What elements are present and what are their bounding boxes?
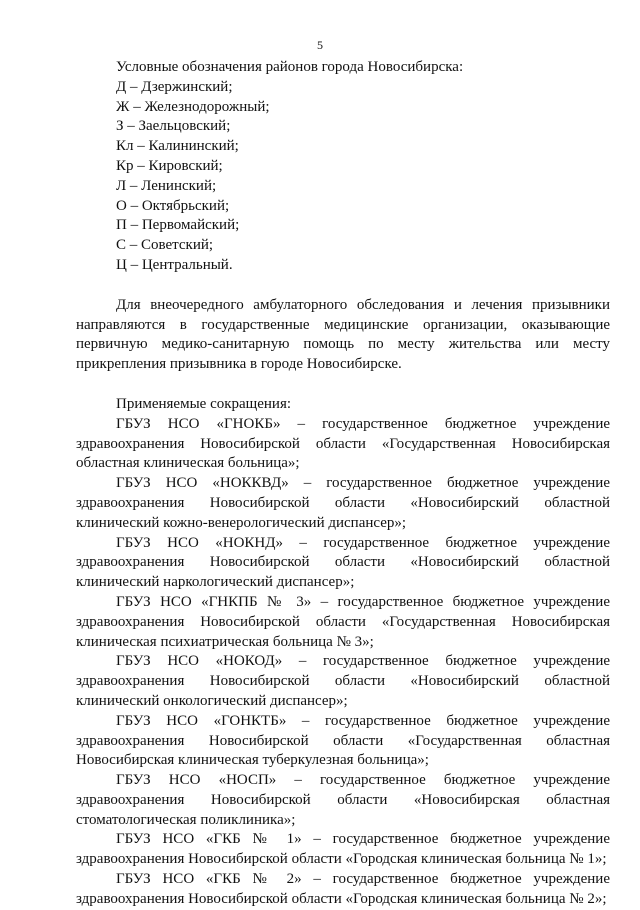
legend-item-dzerzhinsky: Д – Дзержинский; [116, 78, 233, 95]
abbreviation-item-nokkvd: ГБУЗ НСО «НОККВД» – государственное бюджетное учреждение здравоохранения Новосибирской области «Новосибирский областной клинический кожно-венерологический диспансер»; [76, 475, 610, 531]
abbreviation-item-gnokb: ГБУЗ НСО «ГНОКБ» – государственное бюджетное учреждение здравоохранения Новосибирской области «Государственная Новосибирская областная клиническая больница»; [76, 415, 610, 472]
legend-item-zaeltsovsky: З – Заельцовский; [116, 118, 231, 135]
abbreviation-item-nosp: ГБУЗ НСО «НОСП» – государственное бюджетное учреждение здравоохранения Новосибирской области «Новосибирская областная стоматологическая поликлиника»; [76, 772, 610, 828]
legend-item-kirovsky: Кр – Кировский; [116, 157, 223, 174]
legend-item-sovetsky: С – Советский; [116, 237, 214, 254]
district-legend [76, 58, 610, 276]
legend-item-tsentralny: Ц – Центральный. [116, 256, 233, 273]
page-number: 5 [317, 38, 323, 52]
spacer [76, 276, 610, 296]
abbreviations-title: Применяемые сокращения: [116, 395, 292, 412]
abbreviation-item-noknd: ГБУЗ НСО «НОКНД» – государственное бюджетное учреждение здравоохранения Новосибирской области «Новосибирский областной клинический наркологический диспансер»; [76, 534, 610, 591]
abbreviation-item-gkb2: ГБУЗ НСО «ГКБ № 2» – государственное бюджетное учреждение здравоохранения Новосибирской области «Городская клиническая больница № 2»; [76, 871, 610, 907]
legend-item-kalininsky: Кл – Калининский; [116, 138, 239, 155]
legend-item-leninsky: Л – Ленинский; [116, 177, 217, 194]
abbreviations-section [76, 395, 610, 910]
document-body [76, 58, 610, 910]
legend-item-pervomaysky: П – Первомайский; [116, 217, 240, 234]
spacer [76, 375, 610, 395]
legend-item-zheleznodorozhny: Ж – Железнодорожный; [116, 98, 270, 115]
abbreviation-item-gonktb: ГБУЗ НСО «ГОНКТБ» – государственное бюджетное учреждение здравоохранения Новосибирской области «Государственная областная Новосибирская клиническая туберкулезная больница»; [76, 712, 610, 769]
abbreviation-item-nokod: ГБУЗ НСО «НОКОД» – государственное бюджетное учреждение здравоохранения Новосибирской области «Новосибирский областной клинический онкологический диспансер»; [76, 653, 610, 709]
abbreviation-item-gnkpb3: ГБУЗ НСО «ГНКПБ № 3» – государственное бюджетное учреждение здравоохранения Новосибирской области «Государственная Новосибирская клиническая психиатрическая больница № 3»; [76, 593, 610, 650]
legend-title: Условные обозначения районов города Новосибирска: [116, 59, 464, 75]
abbreviation-item-gkb1: ГБУЗ НСО «ГКБ № 1» – государственное бюджетное учреждение здравоохранения Новосибирской области «Городская клиническая больница № 1»; [76, 831, 610, 868]
referral-paragraph: Для внеочередного амбулаторного обследования и лечения призывники направляются в государственные медицинские организации, оказывающие первичную медико-санитарную помощь по месту жительства или месту прикрепления призывника в городе Новосибирске. [76, 296, 610, 373]
legend-item-oktyabrsky: О – Октябрьский; [116, 197, 230, 214]
